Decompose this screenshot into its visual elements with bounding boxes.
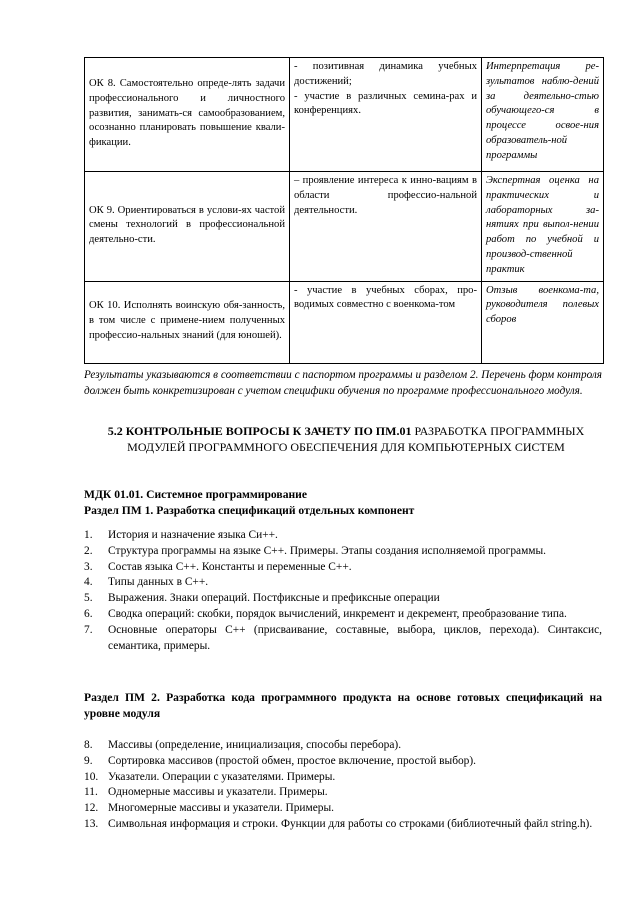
item-number: 1. — [84, 529, 93, 541]
item-number: 13. — [84, 817, 99, 830]
list-item — [84, 544, 602, 560]
table-row — [85, 58, 604, 172]
item-number: 5. — [84, 592, 93, 605]
list-item — [84, 785, 602, 801]
section2-title: Раздел ПМ 2. Разработка кода программного продукта на основе готовых спецификаций на уровне модуля — [84, 691, 602, 720]
list-item — [84, 754, 602, 770]
assessment-cell: Отзыв военкома-та, руководителя полевых сборов — [482, 281, 604, 363]
competency-cell: ОК 10. Исполнять воинскую обя-занность, в том числе с примене-нием полученных профессио-нальных знаний (для юношей). — [85, 281, 290, 363]
list-item — [84, 591, 602, 607]
item-text: Выражения. Знаки операций. Постфиксные и префиксные операции — [108, 592, 440, 605]
item-text: История и назначение языка Си++. — [108, 529, 278, 541]
item-text: Указатели. Операции с указателями. Примеры. — [108, 770, 336, 783]
section-heading-rest: РАЗРАБОТКА ПРОГРАММНЫХ МОДУЛЕЙ ПРОГРАММНОГО ОБЕСПЕЧЕНИЯ ДЛЯ КОМПЬЮТЕРНЫХ СИСТЕМ — [127, 424, 585, 454]
mdk-title-line: МДК 01.01. Системное программирование — [84, 488, 307, 501]
list-item — [84, 817, 602, 833]
competency-cell: ОК 9. Ориентироваться в услови-ях частой смены технологий в профессиональной деятельно-сти. — [85, 172, 290, 282]
list-item — [84, 738, 602, 754]
item-number: 3. — [84, 560, 93, 573]
item-text: Типы данных в С++. — [108, 576, 209, 589]
list-item — [84, 801, 602, 817]
section1-title: Раздел ПМ 1. Разработка спецификаций отдельных компонент — [84, 503, 415, 517]
assessment-cell: Экспертная оценка на практических и лабораторных за-нятиях при выпол-нении работ по учебной и производ-ственной практик — [482, 172, 604, 282]
indicators-cell: - позитивная динамика учебных достижений; - участие в различных семина-рах и конференциях. — [290, 58, 482, 172]
list-item — [84, 770, 602, 786]
item-text: Структура программы на языке С++. Примеры. Этапы создания исполняемой программы. — [108, 544, 546, 557]
item-text: Одномерные массивы и указатели. Примеры. — [108, 786, 328, 799]
table-row — [85, 281, 604, 363]
item-text: Состав языка С++. Константы и переменные С++. — [108, 560, 352, 573]
item-number: 4. — [84, 576, 93, 589]
item-text: Символьная информация и строки. Функции для работы со строками (библиотечный файл string.h). — [108, 817, 593, 830]
list-item — [84, 575, 602, 591]
results-note: Результаты указываются в соответствии с паспортом программы и разделом 2. Перечень форм контроля должен быть конкретизирован с учетом специфики обучения по программе профессионального модуля. — [84, 369, 602, 397]
item-number: 9. — [84, 754, 93, 767]
competency-table — [84, 57, 604, 364]
item-number: 10. — [84, 770, 99, 783]
list-item — [84, 607, 602, 623]
item-number: 2. — [84, 544, 93, 557]
item-number: 11. — [84, 786, 98, 799]
list-item — [84, 560, 602, 576]
list-item — [84, 528, 602, 544]
item-number: 12. — [84, 802, 99, 815]
item-text: Сортировка массивов (простой обмен, простое включение, простой выбор). — [108, 754, 477, 767]
section-heading — [96, 423, 596, 455]
questions-list-1 — [84, 528, 602, 654]
item-number: 7. — [84, 623, 93, 636]
item-text: Сводка операций: скобки, порядок вычислений, инкремент и декремент, преобразование типа. — [108, 607, 567, 620]
questions-list-2 — [84, 738, 602, 833]
item-number: 8. — [84, 739, 93, 751]
competency-cell: ОК 8. Самостоятельно опреде-лять задачи профессионального и личностного развития, занимать-ся самообразованием, осознанно планировать повышение квали-фикации. — [85, 58, 290, 172]
assessment-cell: Интерпретация ре-зультатов наблю-дений за деятельно-стью обучающего-ся в процессе освое-ния образователь-ной программы — [482, 58, 604, 172]
indicators-cell: - участие в учебных сборах, про-водимых совместно с военкома-том — [290, 281, 482, 363]
indicators-cell: – проявление интереса к инно-вациям в области профессио-нальной деятельности. — [290, 172, 482, 282]
item-text: Многомерные массивы и указатели. Примеры. — [108, 802, 334, 815]
item-text: Массивы (определение, инициализация, способы перебора). — [108, 739, 402, 751]
section-heading-bold: 5.2 КОНТРОЛЬНЫЕ ВОПРОСЫ К ЗАЧЕТУ ПО ПМ.01 — [107, 424, 412, 438]
item-number: 6. — [84, 607, 93, 620]
list-item — [84, 623, 602, 655]
item-text: Основные операторы С++ (присваивание, составные, выбора, циклов, перехода). Синтаксис, семантика, примеры. — [108, 623, 602, 652]
table-row — [85, 172, 604, 282]
mdk-title — [84, 487, 604, 518]
